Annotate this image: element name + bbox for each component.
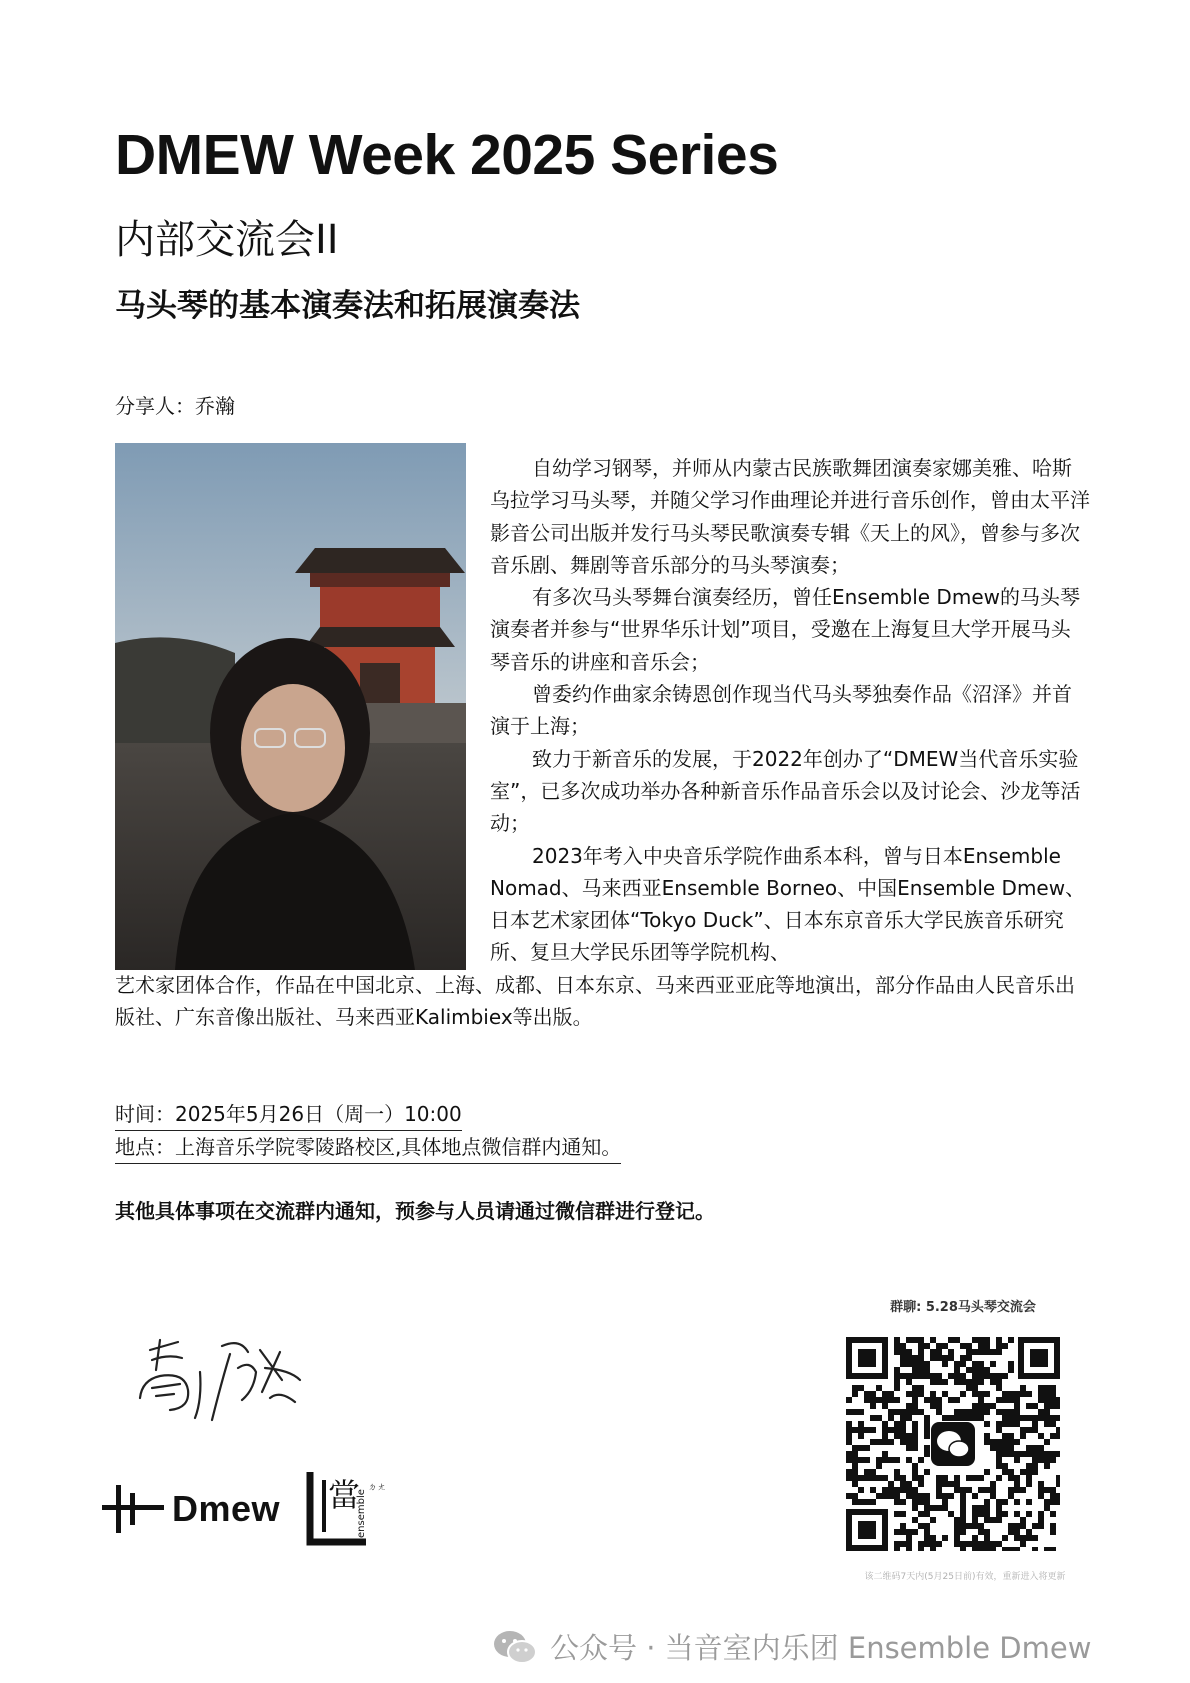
- wechat-group-qr-code[interactable]: [846, 1337, 1060, 1551]
- dmew-logo: [102, 1485, 280, 1533]
- wechat-logo-icon: [931, 1422, 975, 1466]
- bio-paragraph: 2023年考入中央音乐学院作曲系本科，曾与日本Ensemble Nomad、马来西亚Ensemble Borneo、中国Ensemble Dmew、日本艺术家团体“Tokyo Duck”、日本东京音乐大学民族音乐研究所、复旦大学民乐团等学院机构、: [490, 843, 1086, 965]
- dang-bopomofo: ㄉㄤ: [368, 1483, 387, 1493]
- portrait-photo-icon: [115, 443, 466, 970]
- handwritten-signature-icon: [130, 1310, 310, 1440]
- speaker-bio: [490, 452, 1090, 969]
- page-title: DMEW Week 2025 Series: [115, 123, 779, 187]
- speaker-line: 分享人：乔瀚: [115, 394, 235, 418]
- dang-ensemble-text: ensemble: [356, 1489, 367, 1538]
- dang-ensemble-logo: [306, 1468, 391, 1546]
- page-subtitle: 内部交流会II: [115, 217, 339, 263]
- qr-validity-note: 该二维码7天内(5月25日前)有效，重新进入将更新: [864, 1572, 1066, 1582]
- speaker-photo: [115, 443, 466, 970]
- dang-character: 當: [328, 1476, 361, 1514]
- bio-paragraph: 有多次马头琴舞台演奏经历，曾任Ensemble Dmew的马头琴演奏者并参与“世界华乐计划”项目，受邀在上海复旦大学开展马头琴音乐的讲座和音乐会；: [490, 585, 1080, 674]
- event-time: 时间：2025年5月26日（周一）10:00: [115, 1098, 462, 1131]
- registration-notice: 其他具体事项在交流群内通知，预参与人员请通过微信群进行登记。: [115, 1199, 715, 1223]
- dmew-logo-text: Dmew: [172, 1488, 281, 1529]
- bio-paragraph: 曾委约作曲家余铸恩创作现当代马头琴独奏作品《沼泽》并首演于上海；: [490, 682, 1072, 739]
- bio-paragraph: 致力于新音乐的发展，于2022年创办了“DMEW当代音乐实验室”，已多次成功举办各种新音乐作品音乐会以及讨论会、沙龙等活动；: [490, 746, 1081, 836]
- footer-text: 公众号 · 当音室内乐团 Ensemble Dmew: [550, 1631, 1092, 1665]
- event-location: 地点：上海音乐学院零陵路校区,具体地点微信群内通知。: [115, 1131, 621, 1164]
- wechat-icon: [492, 1628, 538, 1666]
- dmew-cross-icon: [102, 1485, 164, 1533]
- bio-paragraph: 自幼学习钢琴，并师从内蒙古民族歌舞团演奏家娜美雅、哈斯乌拉学习马头琴，并随父学习作曲理论并进行音乐创作，曾由太平洋影音公司出版并发行马头琴民歌演奏专辑《天上的风》，曾参与多次音乐剧、舞剧等音乐部分的马头琴演奏；: [490, 456, 1090, 577]
- bio-continuation: [115, 969, 1090, 1034]
- bio-paragraph-tail: 艺术家团体合作，作品在中国北京、上海、成都、日本东京、马来西亚亚庇等地演出，部分作品由人民音乐出版社、广东音像出版社、马来西亚Kalimbiex等出版。: [115, 973, 1075, 1030]
- wechat-official-account-watermark: [492, 1626, 1091, 1667]
- qr-caption: 群聊: 5.28马头琴交流会: [890, 1300, 1036, 1315]
- topic-heading: 马头琴的基本演奏法和拓展演奏法: [115, 288, 580, 324]
